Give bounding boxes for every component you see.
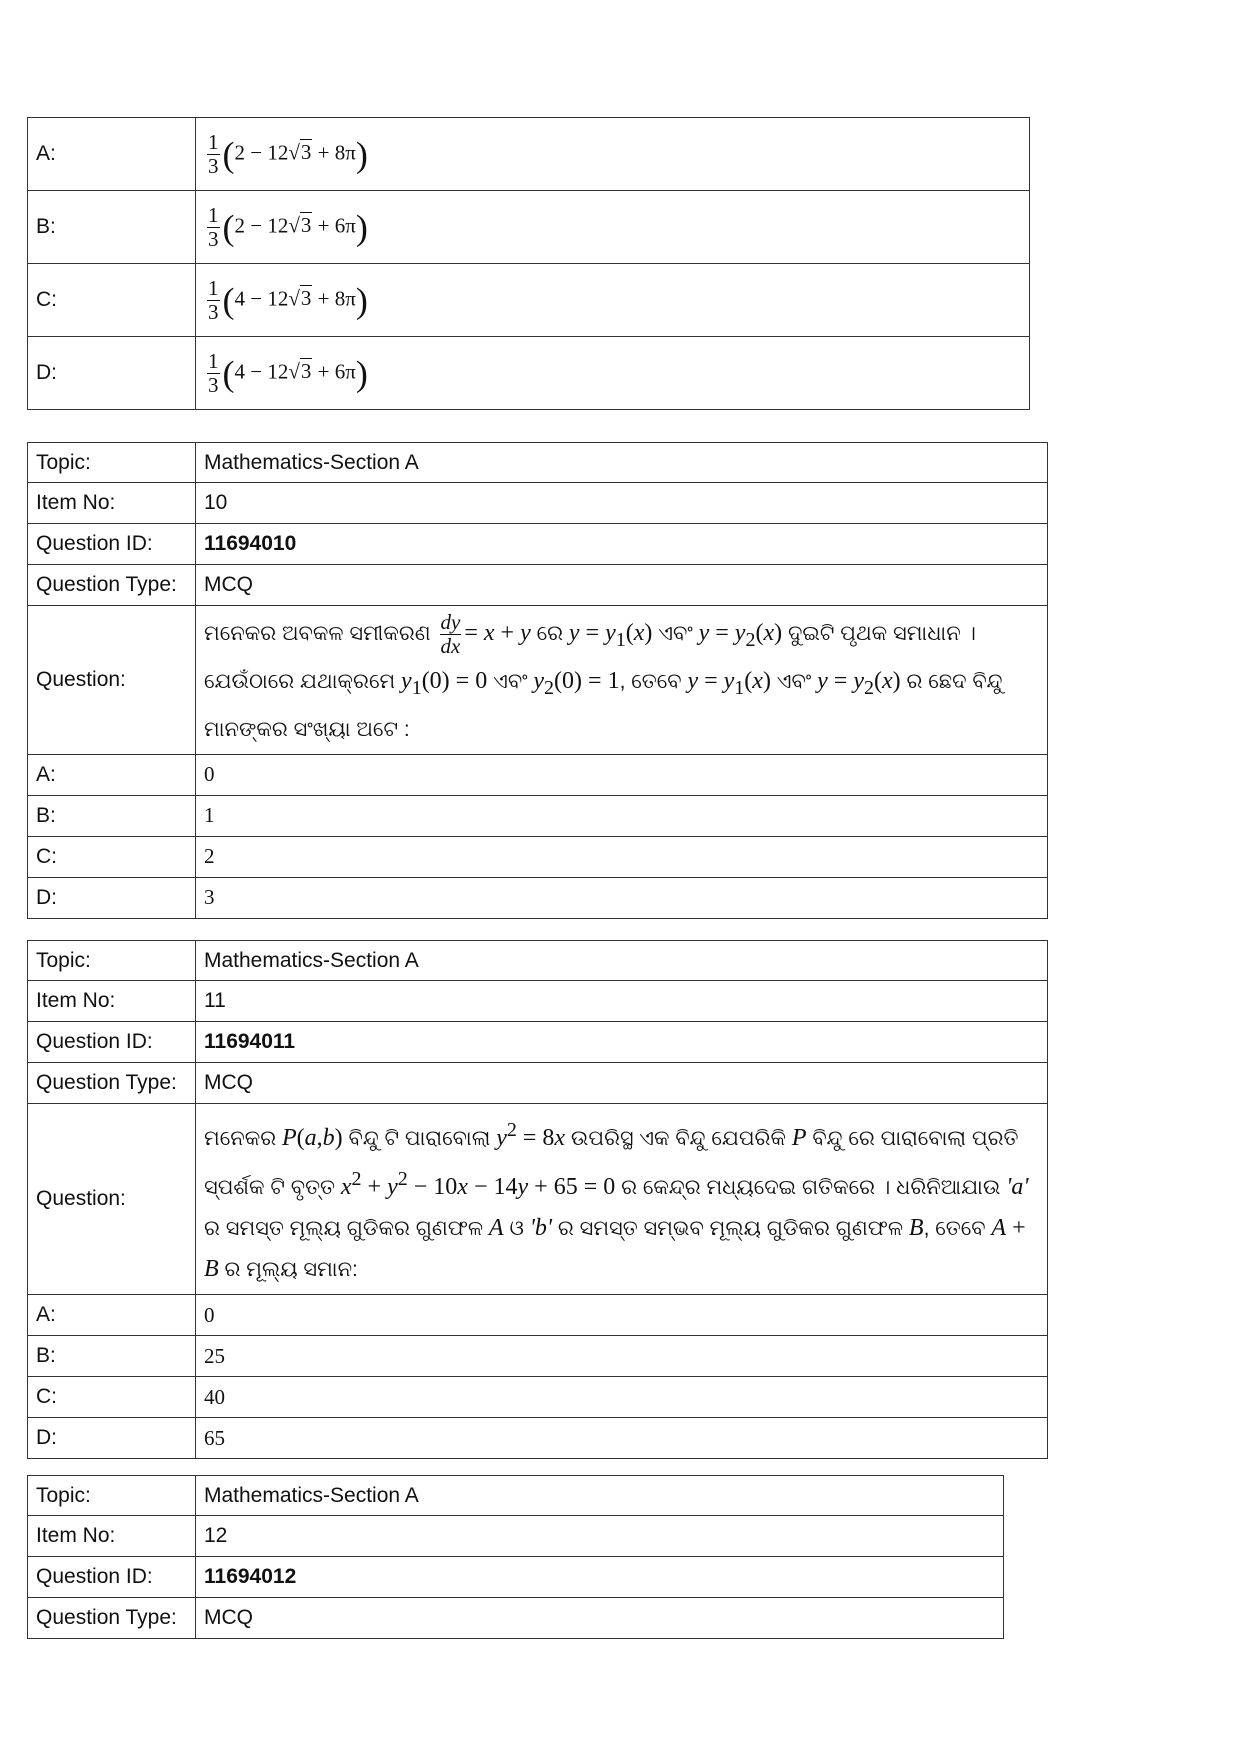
item-no-value: 10 bbox=[196, 483, 1048, 524]
item-no-label: Item No: bbox=[28, 483, 196, 524]
option-value-c: 2 bbox=[196, 836, 1048, 877]
question-table-12 bbox=[27, 1475, 1004, 1639]
question-id-label: Question ID: bbox=[28, 524, 196, 565]
option-value-a: 0 bbox=[196, 754, 1048, 795]
topic-row bbox=[28, 941, 1048, 981]
option-row-b bbox=[28, 1336, 1048, 1377]
option-row-b bbox=[28, 191, 1030, 264]
question-type-row bbox=[28, 1598, 1004, 1639]
item-no-label: Item No: bbox=[28, 1516, 196, 1557]
option-label: B: bbox=[28, 191, 196, 264]
question-type-row bbox=[28, 565, 1048, 606]
question-type-label: Question Type: bbox=[28, 1063, 196, 1104]
option-row-a bbox=[28, 118, 1030, 191]
question-label: Question: bbox=[28, 1104, 196, 1295]
option-value-d: 65 bbox=[196, 1418, 1048, 1459]
option-label: A: bbox=[28, 1295, 196, 1336]
question-id-row bbox=[28, 524, 1048, 565]
question-table-11 bbox=[27, 940, 1048, 1459]
option-label: B: bbox=[28, 1336, 196, 1377]
question-label: Question: bbox=[28, 606, 196, 755]
option-row-c bbox=[28, 1377, 1048, 1418]
question-text: ମନେକର P(a,b) ବିନ୍ଦୁ ଟି ପାରାବୋଲା $y^2 = 8x$ ଉପରିସ୍ଥ ଏକ ବିନ୍ଦୁ ଯେପରିକି P ବିନ୍ଦୁ ରେ ପାରାବୋଲା ପ୍ରତି ସ୍ପର୍ଶକ ଟି ବୃତ୍ତ $x^2 + y^2 - 10x - 14y + 65 = 0$ ର କେନ୍ଦ୍ର ମଧ୍ୟଦେଇ ଗତିକରେ । ଧରିନିଆଯାଉ 'a' ର ସମସ୍ତ ମୂଲ୍ୟ ଗୁଡିକର ଗୁଣଫଳ A ଓ 'b' ର ସମସ୍ତ ସମ୍ଭବ ମୂଲ୍ୟ ଗୁଡିକର ଗୁଣଫଳ B, ତେବେ A + B ର ମୂଲ୍ୟ ସମାନ: bbox=[196, 1104, 1048, 1295]
topic-label: Topic: bbox=[28, 1476, 196, 1516]
topic-value: Mathematics-Section A bbox=[196, 443, 1048, 483]
question-id-value: 11694010 bbox=[196, 524, 1048, 565]
topic-row bbox=[28, 443, 1048, 483]
question-type-value: MCQ bbox=[196, 565, 1048, 606]
topic-row bbox=[28, 1476, 1004, 1516]
item-no-row bbox=[28, 981, 1048, 1022]
option-row-a bbox=[28, 1295, 1048, 1336]
question-type-row bbox=[28, 1063, 1048, 1104]
question-type-label: Question Type: bbox=[28, 565, 196, 606]
option-row-a bbox=[28, 754, 1048, 795]
option-value-b: $\frac{1}{3}$ (2 − 12√3 + 6π) bbox=[196, 191, 1030, 264]
question-text-row bbox=[28, 1104, 1048, 1295]
option-label: A: bbox=[28, 118, 196, 191]
option-label: B: bbox=[28, 795, 196, 836]
question-id-row bbox=[28, 1557, 1004, 1598]
option-label: D: bbox=[28, 877, 196, 918]
item-no-value: 12 bbox=[196, 1516, 1004, 1557]
options-table-q9 bbox=[27, 117, 1030, 410]
topic-value: Mathematics-Section A bbox=[196, 941, 1048, 981]
question-text-row bbox=[28, 606, 1048, 755]
topic-label: Topic: bbox=[28, 443, 196, 483]
item-no-label: Item No: bbox=[28, 981, 196, 1022]
question-id-value: 11694012 bbox=[196, 1557, 1004, 1598]
item-no-value: 11 bbox=[196, 981, 1048, 1022]
question-type-value: MCQ bbox=[196, 1598, 1004, 1639]
option-value-b: 25 bbox=[196, 1336, 1048, 1377]
question-id-row bbox=[28, 1022, 1048, 1063]
option-row-d bbox=[28, 1418, 1048, 1459]
option-value-d: 3 bbox=[196, 877, 1048, 918]
option-value-b: 1 bbox=[196, 795, 1048, 836]
question-id-label: Question ID: bbox=[28, 1022, 196, 1063]
topic-value: Mathematics-Section A bbox=[196, 1476, 1004, 1516]
question-text: ମନେକର ଅବକଳ ସମୀକରଣ $\frac{dy}{dx}$ = x + y ରେ $y = y_1(x)$ ଏବଂ $y = y_2(x)$ ଦୁଇଟି ପୃଥକ ସମାଧାନ । ଯେଉଁଠାରେ ଯଥାକ୍ରମେ $y_1(0) = 0$ ଏବଂ $y_2(0) = 1$, ତେବେ $y = y_1(x)$ ଏବଂ $y = y_2(x)$ ର ଛେଦ ବିନ୍ଦୁ ମାନଙ୍କର ସଂଖ୍ୟା ଅଟେ : bbox=[196, 606, 1048, 755]
option-label: C: bbox=[28, 1377, 196, 1418]
question-type-label: Question Type: bbox=[28, 1598, 196, 1639]
option-value-d: $\frac{1}{3}$ (4 − 12√3 + 6π) bbox=[196, 337, 1030, 410]
option-label: C: bbox=[28, 264, 196, 337]
option-value-c: 40 bbox=[196, 1377, 1048, 1418]
option-value-a: 0 bbox=[196, 1295, 1048, 1336]
topic-label: Topic: bbox=[28, 941, 196, 981]
option-row-d bbox=[28, 337, 1030, 410]
question-id-value: 11694011 bbox=[196, 1022, 1048, 1063]
question-id-label: Question ID: bbox=[28, 1557, 196, 1598]
option-label: D: bbox=[28, 1418, 196, 1459]
option-label: A: bbox=[28, 754, 196, 795]
option-value-c: $\frac{1}{3}$ (4 − 12√3 + 8π) bbox=[196, 264, 1030, 337]
option-label: D: bbox=[28, 337, 196, 410]
question-type-value: MCQ bbox=[196, 1063, 1048, 1104]
option-value-a: $\frac{1}{3}$ (2 − 12√3 + 8π) bbox=[196, 118, 1030, 191]
item-no-row bbox=[28, 483, 1048, 524]
option-row-d bbox=[28, 877, 1048, 918]
question-table-10 bbox=[27, 442, 1048, 919]
option-row-b bbox=[28, 795, 1048, 836]
item-no-row bbox=[28, 1516, 1004, 1557]
option-label: C: bbox=[28, 836, 196, 877]
option-row-c bbox=[28, 836, 1048, 877]
option-row-c bbox=[28, 264, 1030, 337]
